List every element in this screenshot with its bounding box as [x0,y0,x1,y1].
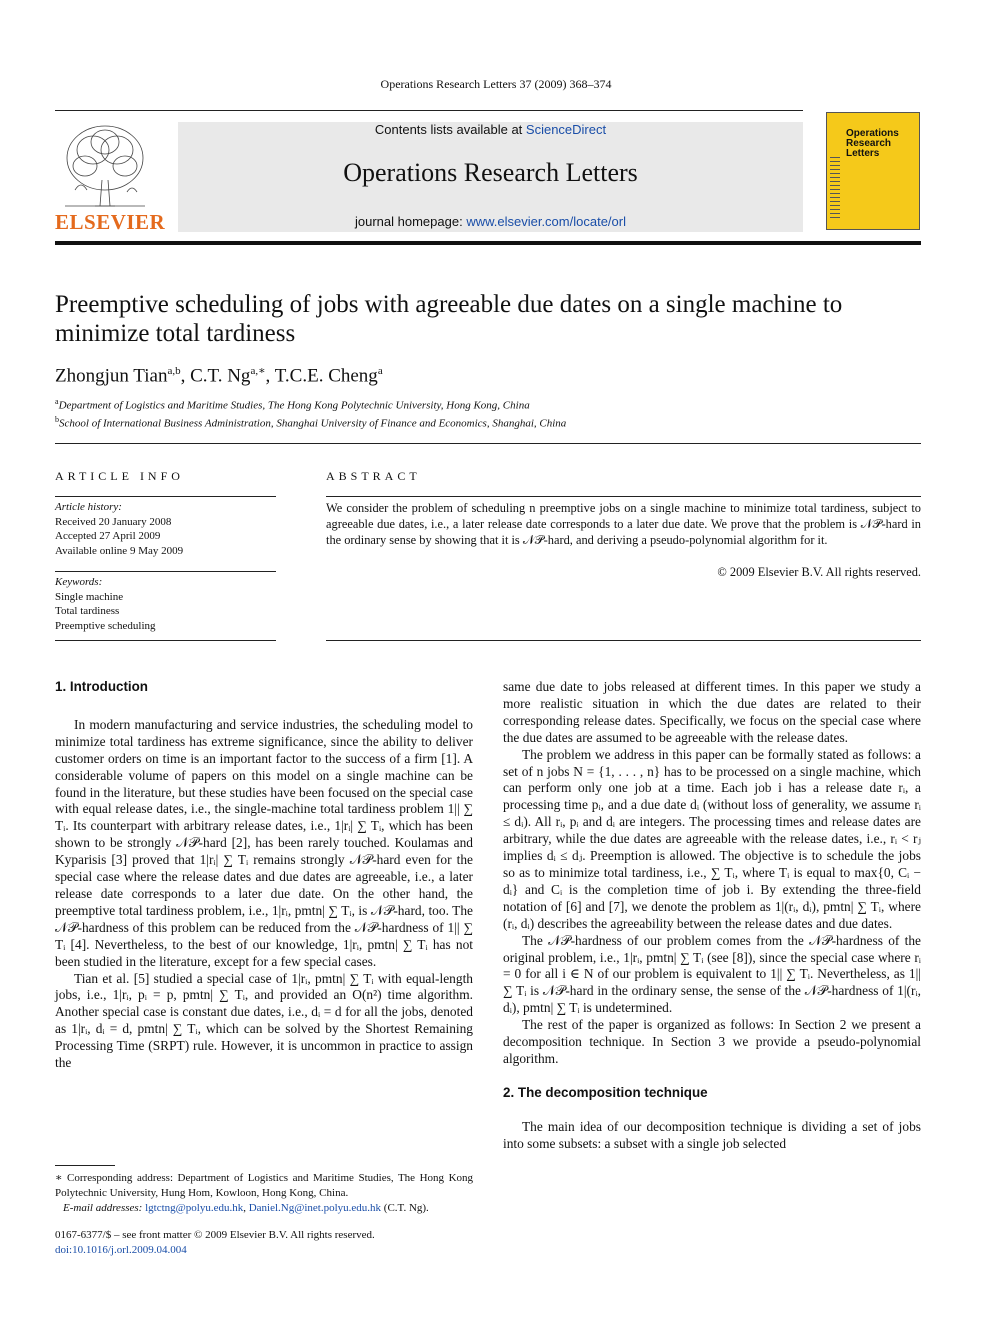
contents-line [178,122,803,137]
history-item: Available online 9 May 2009 [55,544,184,557]
history-item: Received 20 January 2008 [55,515,172,528]
affiliation-b [55,415,566,430]
abstract-heading: ABSTRACT [326,469,421,483]
body-paragraph: The 𝒩𝒫-hardness of our problem comes from the 𝒩𝒫-hardness of the original problem, i.e., 1|rᵢ, pmtn| ∑ Tᵢ (see [8]), since the special case where rᵢ = 0 for all i ∈ N of our problem is equivalent to 1|| ∑ Tᵢ. Nevertheless, as 1|| ∑ Tᵢ is 𝒩𝒫-hard in the ordinary sense, the sense of the 𝒩𝒫-hardness of 1|(rᵢ, dᵢ), pmtn| ∑ Tᵢ is undetermined. [503,932,921,1016]
article-info-heading: ARTICLE INFO [55,469,184,483]
author-marks: a,∗ [250,365,266,377]
tree-emblem-icon [55,120,155,212]
cover-decoration [830,157,840,221]
affiliation-text: School of International Business Administration, Shanghai University of Finance and Economics, Shanghai, China [59,417,567,430]
contents-prefix: Contents lists available at [374,122,526,137]
footnote-mark: ∗ [55,1172,63,1184]
affiliation-text: Department of Logistics and Maritime Studies, The Hong Kong Polytechnic University, Hong Kong, China [58,399,530,412]
email-label: E-mail addresses: [63,1202,143,1214]
body-left-column [55,679,473,1072]
keyword-item: Total tardiness [55,605,120,617]
page-footer [55,1228,375,1258]
affiliation-mark: a [55,397,59,406]
footnote-text: Corresponding address: Department of Logistics and Maritime Studies, The Hong Kong Polytechnic University, Hung Hom, Kowloon, Hong Kong, China. [55,1172,474,1199]
header-rule-thick [55,241,921,245]
keywords [55,575,156,633]
body-right-column [503,679,921,1153]
email-suffix: (C.T. Ng). [383,1202,429,1214]
body-paragraph: The main idea of our decomposition technique is dividing a set of jobs into some subsets: a subset with a single job selected [503,1118,921,1151]
author-name[interactable]: Zhongjun Tian [55,365,168,387]
journal-citation: Operations Research Letters 37 (2009) 368–374 [380,77,612,91]
article-history [55,500,183,558]
history-label: Article history: [55,501,122,513]
body-paragraph: The problem we address in this paper can be formally stated as follows: a set of n jobs N = {1, . . . , n} has to be processed on a single machine, which can perform only one job at a time. Each job i has a release date rᵢ, a processing time pᵢ, and a due date dᵢ (without loss of generality, we assume rᵢ ≤ dᵢ). All rᵢ, pᵢ and dᵢ are integers. The processing times and release dates are arbitrary, while the due dates are agreeable with the release dates, i.e., rᵢ < rⱼ implies dᵢ ≤ dⱼ. Preemption is allowed. The objective is to schedule the jobs so as to minimize total tardiness, i.e., ∑ Tᵢ, where Tᵢ is equal to max{0, Cᵢ − dᵢ} and Cᵢ is the completion time of job i. By extending the three-field notation of [6] and [7], we denote the problem as 1|(rᵢ, dᵢ), pmtn| ∑ Tᵢ, where (rᵢ, dᵢ) describes the agreeability between the release dates and due dates. [503,746,921,931]
footnote: ∗ Corresponding address: Department of Logistics and Maritime Studies, The Hong Kong Polytechnic University, Hung Hom, Kowloon, Hong Kong, China. E-mail addresses: lgtctng@polyu.edu.hk, Daniel.Ng@inet.polyu.edu.hk (C.T. Ng). [55,1172,474,1214]
section-rule [326,640,921,641]
body-paragraph: In modern manufacturing and service industries, the scheduling model to minimize total tardiness has extreme significance, since the ability to deliver customer orders on time is an important factor to the success of a firm [1]. A considerable volume of papers on this model on a single machine can be found in the literature, but these studies have been focused on the special case with equal release dates, i.e., the single-machine total tardiness problem 1|| ∑ Tᵢ. Its counterpart with arbitrary release dates, i.e., 1|rᵢ| ∑ Tᵢ, which has been shown to be strongly 𝒩𝒫-hard [2], has been rarely touched. Koulamas and Kyparisis [3] proved that 1|rᵢ| ∑ Tᵢ remains strongly 𝒩𝒫-hard even for the special case where the release dates and due dates are agreeable, i.e., a later release date corresponds to a later due date. On the other hand, the preemptive total tardiness problem, i.e., 1|rᵢ, pmtn| ∑ Tᵢ, is 𝒩𝒫-hard, too. The 𝒩𝒫-hardness of this problem can be reduced from the 𝒩𝒫-hardness of 1|| ∑ Tᵢ [4]. Nevertheless, to the best of our knowledge, 1|rᵢ, pmtn| ∑ Tᵢ has not been studied in the literature, except for a few special cases. [55,716,473,969]
author-marks: a,b [167,365,181,377]
author-list: Zhongjun Tian$^{a,b}$, C.T. $Ng^{a,∗}$, T.C.E. Cheng$^a$ [55,365,383,387]
journal-cover-thumbnail[interactable] [826,112,920,230]
author-name[interactable]: T.C.E. Cheng [274,365,378,387]
affiliation-mark: b [55,415,59,424]
elsevier-wordmark: ELSEVIER [55,210,166,234]
cover-title: Operations Research Letters [846,128,899,159]
section-rule [55,640,276,641]
journal-banner [178,122,803,232]
issn-line: 0167-6377/$ – see front matter © 2009 Elsevier B.V. All rights reserved. [55,1229,375,1241]
copyright-notice: © 2009 Elsevier B.V. All rights reserved. [717,565,921,579]
author-name[interactable]: C.T. Ng [190,365,251,387]
email-link[interactable]: Daniel.Ng@inet.polyu.edu.hk [248,1202,382,1214]
doi-link[interactable]: doi:10.1016/j.orl.2009.04.004 [55,1244,187,1256]
affiliation-a [55,397,530,412]
body-paragraph: Tian et al. [5] studied a special case of 1|rᵢ, pmtn| ∑ Tᵢ with equal-length jobs, i.e., 1|rᵢ, pᵢ = p, pmtn| ∑ Tᵢ, and provided an O(n²) time algorithm. Another special case is constant due dates, i.e., dᵢ = d for all the jobs, denoted as 1|rᵢ, dᵢ = d, pmtn| ∑ Tᵢ, which can be solved by the Shortest Remaining Processing Time (SRPT) rule. However, it is uncommon in practice to assign the [55,970,473,1071]
keyword-item: Single machine [55,590,124,603]
body-paragraph: same due date to jobs released at different times. In this paper we study a more realistic situation in which the due dates are related to their corresponding release dates. Specifically, we focus on the special case where the due dates are assumed to be agreeable with the release dates. [503,679,921,745]
article-title: Preemptive scheduling of jobs with agreeable due dates on a single machine to minimize total tardiness [55,291,843,347]
section-rule [55,571,276,572]
body-paragraph: The rest of the paper is organized as follows: In Section 2 we present a decomposition technique. In Section 3 we provide a pseudo-polynomial algorithm. [503,1017,921,1066]
header-rule [55,110,803,111]
sciencedirect-link[interactable]: ScienceDirect [525,122,607,137]
section-rule [326,496,921,497]
journal-name: Operations Research Letters [343,158,638,187]
journal-homepage-link[interactable]: www.elsevier.com/locate/orl [466,214,626,229]
history-item: Accepted 27 April 2009 [55,530,161,542]
abstract-text: We consider the problem of scheduling n preemptive jobs on a single machine to minimize total tardiness, subject to agreeable due dates, i.e., a later release date corresponds to a later due date. We prove that the problem is 𝒩𝒫-hard in the ordinary sense by showing that it is 𝒩𝒫-hard, and deriving a pseudo-polynomial algorithm for it. [326,501,921,547]
homepage-prefix: journal homepage: [355,214,467,229]
keyword-item: Preemptive scheduling [55,619,156,632]
footnote-rule [55,1165,115,1166]
keywords-label: Keywords: [55,576,103,588]
author-marks: a [377,365,383,377]
section-rule [55,496,276,497]
section-heading: 2. The decomposition technique [503,1084,708,1100]
homepage-line [178,214,803,229]
section-heading: 1. Introduction [55,679,148,694]
email-link[interactable]: lgtctng@polyu.edu.hk [145,1202,244,1214]
elsevier-logo[interactable] [55,120,166,235]
section-rule [55,443,921,444]
